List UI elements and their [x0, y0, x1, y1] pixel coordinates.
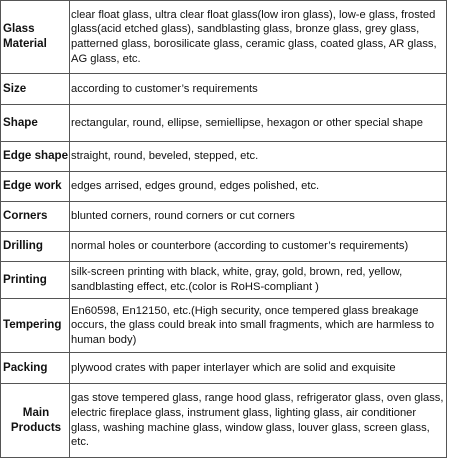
row-label-shape: Shape	[1, 105, 70, 142]
row-value-size: according to customer’s requirements	[70, 74, 447, 105]
row-label-printing: Printing	[1, 262, 70, 299]
row-label-edge-shape: Edge shape	[1, 142, 70, 172]
table-row-printing	[1, 262, 447, 299]
row-label-tempering: Tempering	[1, 299, 70, 353]
row-label-packing: Packing	[1, 353, 70, 384]
row-label-corners: Corners	[1, 202, 70, 232]
row-value-packing: plywood crates with paper interlayer which are solid and exquisite	[70, 353, 447, 384]
row-value-shape: rectangular, round, ellipse, semiellipse, hexagon or other special shape	[70, 105, 447, 142]
table-row-drilling	[1, 232, 447, 262]
row-value-printing: silk-screen printing with black, white, gray, gold, brown, red, yellow, sandblasting effect, etc.(color is RoHS-compliant )	[70, 262, 447, 299]
row-label-glass-material: Glass Material	[1, 1, 70, 74]
row-value-glass-material: clear float glass, ultra clear float glass(low iron glass), low-e glass, frosted glass(acid etched glass), sandblasting glass, bronze glass, grey glass, patterned glass, borosilicate glass, ceramic glass, coated glass, AR glass, AG glass, etc.	[70, 1, 447, 74]
row-value-edge-shape: straight, round, beveled, stepped, etc.	[70, 142, 447, 172]
row-value-tempering: En60598, En12150, etc.(High security, once tempered glass breakage occurs, the glass could break into small fragments, which are harmless to human body)	[70, 299, 447, 353]
table-row-packing	[1, 353, 447, 384]
table-row-main-products	[1, 384, 447, 458]
row-value-corners: blunted corners, round corners or cut corners	[70, 202, 447, 232]
row-label-drilling: Drilling	[1, 232, 70, 262]
table-row-size	[1, 74, 447, 105]
table-row-tempering	[1, 299, 447, 353]
table-row-glass-material	[1, 1, 447, 74]
table-row-edge-shape	[1, 142, 447, 172]
table-row-shape	[1, 105, 447, 142]
row-value-main-products: gas stove tempered glass, range hood glass, refrigerator glass, oven glass, electric fireplace glass, instrument glass, lighting glass, air conditioner glass, washing machine glass, window glass, louver glass, screen glass, etc.	[70, 384, 447, 458]
row-value-edge-work: edges arrised, edges ground, edges polished, etc.	[70, 172, 447, 202]
table-row-corners	[1, 202, 447, 232]
row-label-main-products: Main Products	[1, 384, 70, 458]
row-value-drilling: normal holes or counterbore (according to customer’s requirements)	[70, 232, 447, 262]
row-label-edge-work: Edge work	[1, 172, 70, 202]
table-row-edge-work	[1, 172, 447, 202]
row-label-size: Size	[1, 74, 70, 105]
